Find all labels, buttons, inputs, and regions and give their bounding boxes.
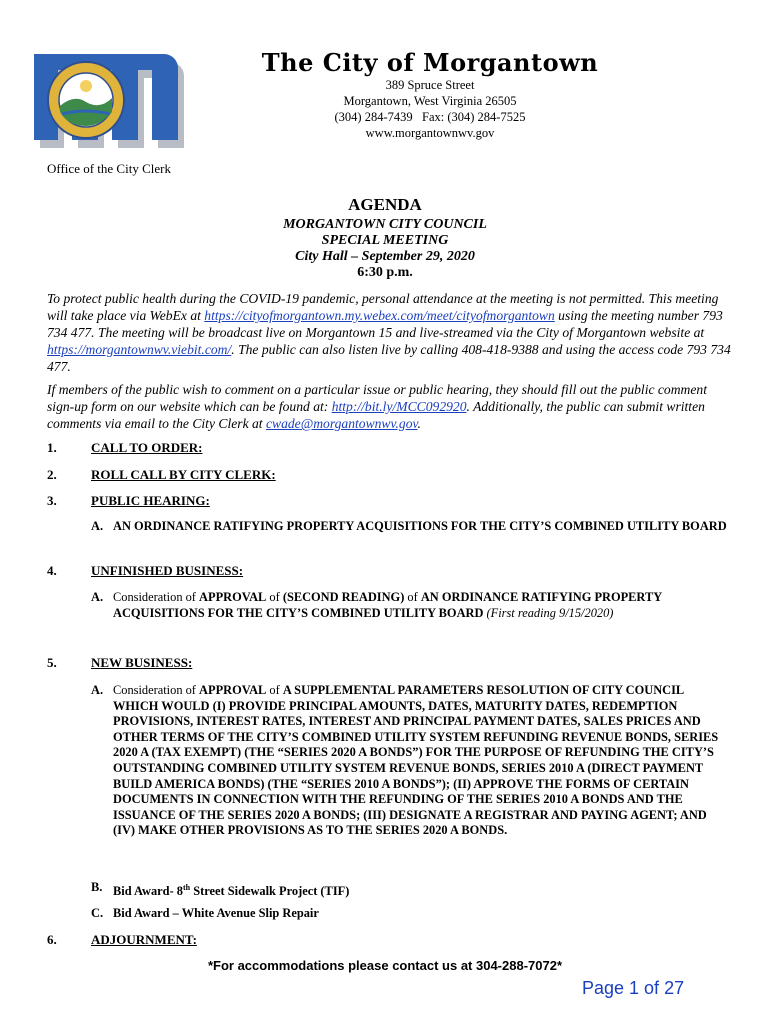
phone-fax: (304) 284-7439 Fax: (304) 284-7525 [334,110,526,124]
intro-paragraph-1: To protect public health during the COVID-19 pandemic, personal attendance at the meeting is not permitted. This meeting will take place via WebEx at https://cityofmorgantown.my.webex.com/meet/cityofmorgantown using the meeting number 793 734 477. The meeting will be broadcast live on Morgantown 15 and live-streamed via the City of Morgantown website at https://morgantownwv.viebit.com/. The public can also listen live by calling 408-418-9388 and using the access code 793 734 477. [47,291,731,374]
meeting-type: SPECIAL MEETING [321,233,449,248]
page-number: Page 1 of 27 [582,978,685,998]
item-number: 5. [47,655,57,670]
accommodations-note: *For accommodations please contact us at 304-288-7072* [207,958,563,973]
new-business-item-b: B. Bid Award- 8th Street Sidewalk Project (TIF) [91,880,350,899]
item-heading-public-hearing: PUBLIC HEARING: [91,493,210,508]
item-number: 6. [47,932,57,947]
council-name: MORGANTOWN CITY COUNCIL [283,217,487,232]
item-heading-adjournment: ADJOURNMENT: [91,932,197,947]
unfinished-business-item-a: A. Consideration of APPROVAL of (SECOND READING) of AN ORDINANCE RATIFYING PROPERTY ACQUISITIONS FOR THE CITY’S COMBINED UTILITY BOARD (First reading 9/15/2020) [91,590,662,620]
agenda-title: AGENDA [348,195,422,214]
address-street: 389 Spruce Street [385,78,475,92]
office-name: Office of the City Clerk [47,161,171,176]
new-business-item-a: A. Consideration of APPROVAL of A SUPPLEMENTAL PARAMETERS RESOLUTION OF CITY COUNCIL WHICH WOULD (I) PROVIDE PRINCIPAL AMOUNTS, DATES, MATURITY DATES, REDEMPTION PROVISIONS, INTEREST RATES, INTEREST AND PRINCIPAL PAYMENT DATES, SALES PRICES AND OTHER TERMS OF THE CITY’S COMBINED UTILITY SYSTEM REFUNDING REVENUE BONDS, SERIES 2020 A (TAX EXEMPT) (THE “SERIES 2020 A BONDS”) FOR THE PURPOSE OF REFUNDING THE CITY’S OUTSTANDING COMBINED UTILITY SYSTEM REVENUE BONDS, SERIES 2010 A (DIRECT PAYMENT BUILD AMERICA BONDS) (THE “SERIES 2010 A BONDS”); (II) APPROVE THE FORMS OF CERTAIN DOCUMENTS IN CONNECTION WITH THE REFUNDING OF THE SERIES 2010 A BONDS AND THE ISSUANCE OF THE SERIES 2020 A BONDS; (III) DESIGNATE A REGISTRAR AND PAYING AGENT; AND (IV) MAKE OTHER PROVISIONS AS TO THE SERIES 2020 A BONDS. [91,683,719,838]
viebit-link[interactable]: https://morgantownwv.viebit.com/ [47,342,232,357]
meeting-time: 6:30 p.m. [357,265,413,280]
public-hearing-item-a: A. AN ORDINANCE RATIFYING PROPERTY ACQUISITIONS FOR THE CITY’S COMBINED UTILITY BOARD [91,519,727,533]
website[interactable]: www.morgantownwv.gov [365,126,495,140]
item-number: 4. [47,563,57,578]
item-heading-unfinished-business: UNFINISHED BUSINESS: [91,563,244,578]
meeting-location-date: City Hall – September 29, 2020 [295,249,475,264]
item-number: 1. [47,440,57,455]
item-heading-new-business: NEW BUSINESS: [91,655,193,670]
item-heading-call-to-order: CALL TO ORDER: [91,440,203,455]
address-city: Morgantown, West Virginia 26505 [343,94,517,108]
item-heading-roll-call: ROLL CALL BY CITY CLERK: [91,467,276,482]
item-number: 3. [47,493,57,508]
intro-paragraph-2: If members of the public wish to comment on a particular issue or public hearing, they should fill out the public comment sign-up form on our website which can be found at: http://bit.ly/MCC092920. Additionally, the public can submit written comments via email to the City Clerk at cwade@morgantownwv.gov. [47,382,707,431]
signup-form-link[interactable]: http://bit.ly/MCC092920 [331,399,467,414]
item-number: 2. [47,467,57,482]
webex-link[interactable]: https://cityofmorgantown.my.webex.com/meet/cityofmorgantown [204,308,555,323]
city-title: The City of Morgantown [261,48,599,77]
clerk-email-link[interactable]: cwade@morgantownwv.gov [265,416,418,431]
new-business-item-c: C. Bid Award – White Avenue Slip Repair [91,906,319,920]
city-logo [30,42,186,150]
